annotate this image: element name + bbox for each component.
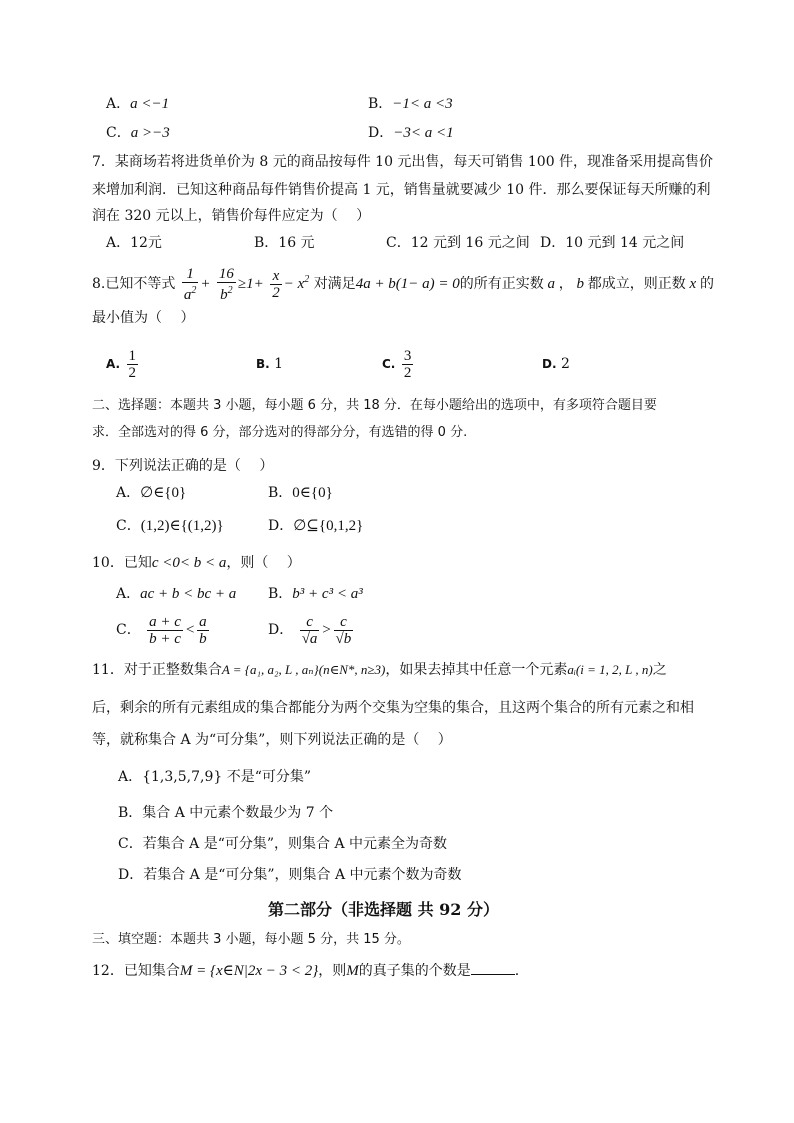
section2-heading-line1: 二、选择题：本题共 3 小题，每小题 6 分，共 18 分．在每小题给出的选项中，有多项符合题目要 (92, 398, 657, 413)
q6-option-a: A．a <−1 (106, 96, 170, 112)
q11-option-d: D．若集合 A 是“可分集”，则集合 A 中元素个数为奇数 (118, 867, 462, 883)
q10-option-d: D． $\frac{c}{√a}$ > $\frac{c}{√b}$ (268, 613, 352, 647)
section3-heading: 三、填空题：本题共 3 小题，每小题 5 分，共 15 分。 (92, 932, 410, 947)
q9-option-d: D．∅⊆{0,1,2} (268, 518, 364, 534)
q9-stem: 9．下列说法正确的是（ ） (92, 458, 274, 474)
q9-option-b: B．0∈{0} (268, 485, 333, 501)
q7-option-a: A．12元 (106, 235, 162, 251)
part2-title: 第二部分（非选择题 共 92 分） (268, 900, 499, 919)
q6-option-c: C．a >−3 (106, 125, 170, 141)
q6-option-b: B．−1< a <3 (368, 96, 453, 112)
q8-option-b: B. 1 (256, 356, 284, 372)
q11-stem-line1: 11．对于正整数集合A = {a₁, a₂, L , aₙ}(n∈N*, n≥3)，如果去掉其中任意一个元素aᵢ(i = 1, 2, L , n)之 (92, 662, 667, 678)
q11-stem-line2: 后，剩余的所有元素组成的集合都能分为两个交集为空集的集合，且这两个集合的所有元素之和相 (92, 700, 694, 716)
q7-stem-line2: 来增加利润．已知这种商品每件销售价提高 1 元，销售量就要减少 10 件．那么要保证每天所赚的利 (92, 182, 711, 198)
q11-option-a: A．{1,3,5,7,9} 不是“可分集” (118, 769, 312, 785)
q10-option-c: C． $\frac{a + c}{b + c}$ < $\frac{a}{b}$ (116, 613, 207, 647)
q8-stem-line2: 最小值为（ ） (92, 310, 195, 326)
q8-option-a: A. $\frac{1}{2}$ (106, 347, 137, 381)
q6-option-d: D．−3< a <1 (368, 125, 454, 141)
q7-option-c: C．12 元到 16 元之间 (386, 235, 530, 251)
q8-option-d: D. 2 (542, 356, 570, 372)
q7-stem-line3: 润在 320 元以上，销售价每件应定为（ ） (92, 208, 371, 224)
section2-heading-line2: 求．全部选对的得 6 分，部分选对的得部分分，有选错的得 0 分. (92, 425, 468, 440)
q10-option-b: B．b³ + c³ < a³ (268, 586, 363, 602)
q8-option-c: C. $\frac{3}{2}$ (382, 347, 412, 381)
q7-stem-line1: 7．某商场若将进货单价为 8 元的商品按每件 10 元出售，每天可销售 100 件，现准备采用提高售价 (92, 154, 714, 170)
q12-stem: 12．已知集合M = {x∈N|2x − 3 < 2}，则M的真子集的个数是 . (92, 960, 519, 981)
q8-stem-line1: 8.已知不等式 $\frac{1}{a^2}$ + $\frac{16}{b^2}$ ≥1+ $\frac{x}{2}$ − $x^2$ 对满足4a + b(1− a) = 0的所有正实数 a ， b 都成立，则正数 x 的 (92, 265, 714, 303)
q7-option-b: B．16 元 (254, 235, 315, 251)
q10-option-a: A．ac + b < bc + a (116, 586, 237, 602)
q11-stem-line3: 等，就称集合 A 为“可分集”，则下列说法正确的是（ ） (92, 732, 452, 748)
q10-stem: 10．已知c <0< b < a，则（ ） (92, 555, 301, 571)
q11-option-c: C．若集合 A 是“可分集”，则集合 A 中元素全为奇数 (118, 836, 448, 852)
q9-option-a: A．∅∈{0} (116, 485, 187, 501)
q12-answer-blank[interactable] (471, 960, 515, 975)
q11-option-b: B．集合 A 中元素个数最少为 7 个 (118, 805, 334, 821)
q9-option-c: C．(1,2)∈{(1,2)} (116, 518, 224, 534)
q7-option-d: D．10 元到 14 元之间 (540, 235, 685, 251)
